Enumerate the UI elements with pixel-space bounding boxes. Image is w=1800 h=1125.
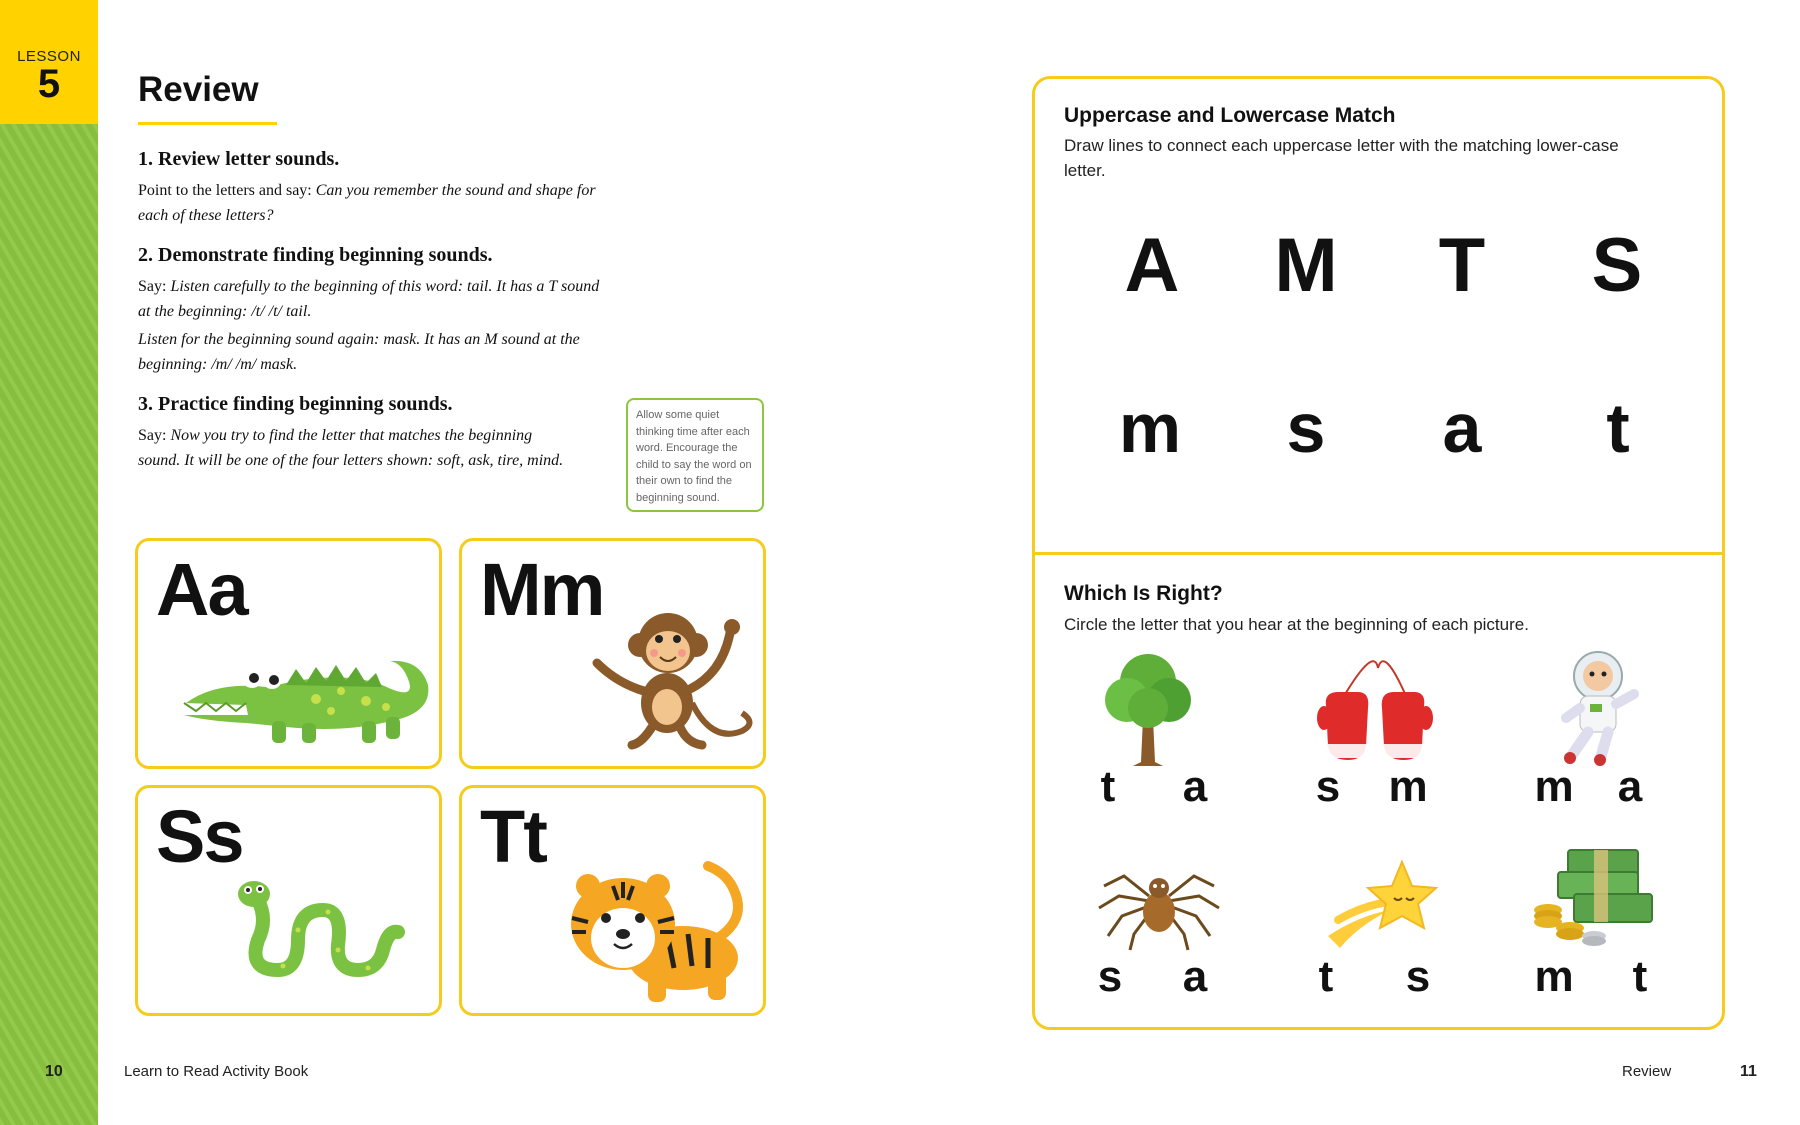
choice-letter[interactable]: t — [1100, 762, 1116, 811]
card-letters: Tt — [480, 795, 546, 878]
tiger-icon — [558, 848, 758, 1008]
side-strip — [0, 0, 98, 1125]
card-letters: Mm — [480, 548, 604, 631]
step-1 — [138, 148, 608, 228]
lowercase-letter[interactable]: t — [1606, 389, 1630, 467]
lowercase-letter[interactable]: s — [1286, 389, 1326, 467]
step-text: Point to the letters and say: Can you remember the sound and shape for each of these letters? — [138, 182, 596, 224]
step-text: Say: Now you try to find the letter that matches the beginning sound. It will be one of the four letters shown: soft, ask, tire, mind. — [138, 427, 564, 469]
choice-letter[interactable]: t — [1632, 952, 1648, 1001]
letter-card-a — [135, 538, 442, 769]
book-title: Learn to Read Activity Book — [124, 1063, 309, 1080]
section-divider — [1032, 552, 1725, 555]
which-instruction: Circle the letter that you hear at the beginning of each picture. — [1064, 615, 1529, 634]
section-name: Review — [1622, 1063, 1672, 1080]
snake-icon — [228, 870, 408, 990]
step-2 — [138, 244, 608, 377]
instruction-steps — [138, 148, 608, 489]
title-underline — [138, 122, 277, 125]
match-instruction: Draw lines to connect each uppercase letter with the matching lower-case letter. — [1064, 136, 1619, 180]
lesson-label: LESSON — [17, 48, 81, 65]
step-text: Say: Listen carefully to the beginning of this word: tail. It has a T sound at the beginning: /t/ /t/ tail. — [138, 278, 600, 320]
lowercase-letter[interactable]: a — [1442, 389, 1482, 467]
uppercase-letter[interactable]: M — [1274, 223, 1338, 308]
lowercase-letter[interactable]: m — [1118, 389, 1182, 467]
tip-box: Allow some quiet thinking time after each word. Encourage the child to say the word on their own to find the beginning sound. — [626, 398, 764, 512]
star-icon — [1318, 856, 1438, 956]
choice-letter[interactable]: t — [1318, 952, 1334, 1001]
choice-letter[interactable]: s — [1097, 952, 1123, 1001]
lesson-number: 5 — [37, 62, 61, 106]
step-heading: 1. Review letter sounds. — [138, 148, 340, 170]
lesson-tab — [0, 0, 98, 124]
mittens-icon — [1314, 656, 1434, 766]
letter-card-t — [459, 785, 766, 1016]
tree-icon — [1103, 648, 1193, 768]
card-letters: Ss — [156, 795, 243, 878]
step-heading: 3. Practice finding beginning sounds. — [138, 393, 453, 415]
monkey-icon — [592, 603, 762, 753]
card-letters: Aa — [156, 548, 247, 631]
match-title: Uppercase and Lowercase Match — [1064, 104, 1396, 127]
uppercase-letter[interactable]: T — [1438, 223, 1486, 308]
page-title: Review — [138, 70, 259, 109]
uppercase-letter[interactable]: A — [1124, 223, 1180, 308]
choice-letter[interactable]: s — [1315, 762, 1341, 811]
uppercase-letter[interactable]: S — [1591, 223, 1643, 308]
spider-icon — [1094, 846, 1224, 956]
alligator-icon — [176, 641, 436, 751]
choice-letter[interactable]: a — [1182, 762, 1208, 811]
choice-letter[interactable]: m — [1388, 762, 1428, 811]
choice-letter[interactable]: m — [1534, 952, 1574, 1001]
letter-card-s — [135, 785, 442, 1016]
choice-letter[interactable]: a — [1182, 952, 1208, 1001]
astronaut-icon — [1530, 648, 1650, 768]
step-heading: 2. Demonstrate finding beginning sounds. — [138, 244, 493, 266]
money-icon — [1528, 840, 1658, 950]
page-number-right: 11 — [1740, 1063, 1757, 1080]
choice-letter[interactable]: m — [1534, 762, 1574, 811]
choice-letter[interactable]: a — [1617, 762, 1643, 811]
step-3 — [138, 393, 588, 473]
choice-letter[interactable]: s — [1405, 952, 1431, 1001]
letter-card-m — [459, 538, 766, 769]
which-title: Which Is Right? — [1064, 582, 1223, 605]
step-text: Listen for the beginning sound again: mask. It has an M sound at the beginning: /m/ /m/ mask. — [138, 331, 580, 373]
page-number-left: 10 — [45, 1063, 63, 1080]
